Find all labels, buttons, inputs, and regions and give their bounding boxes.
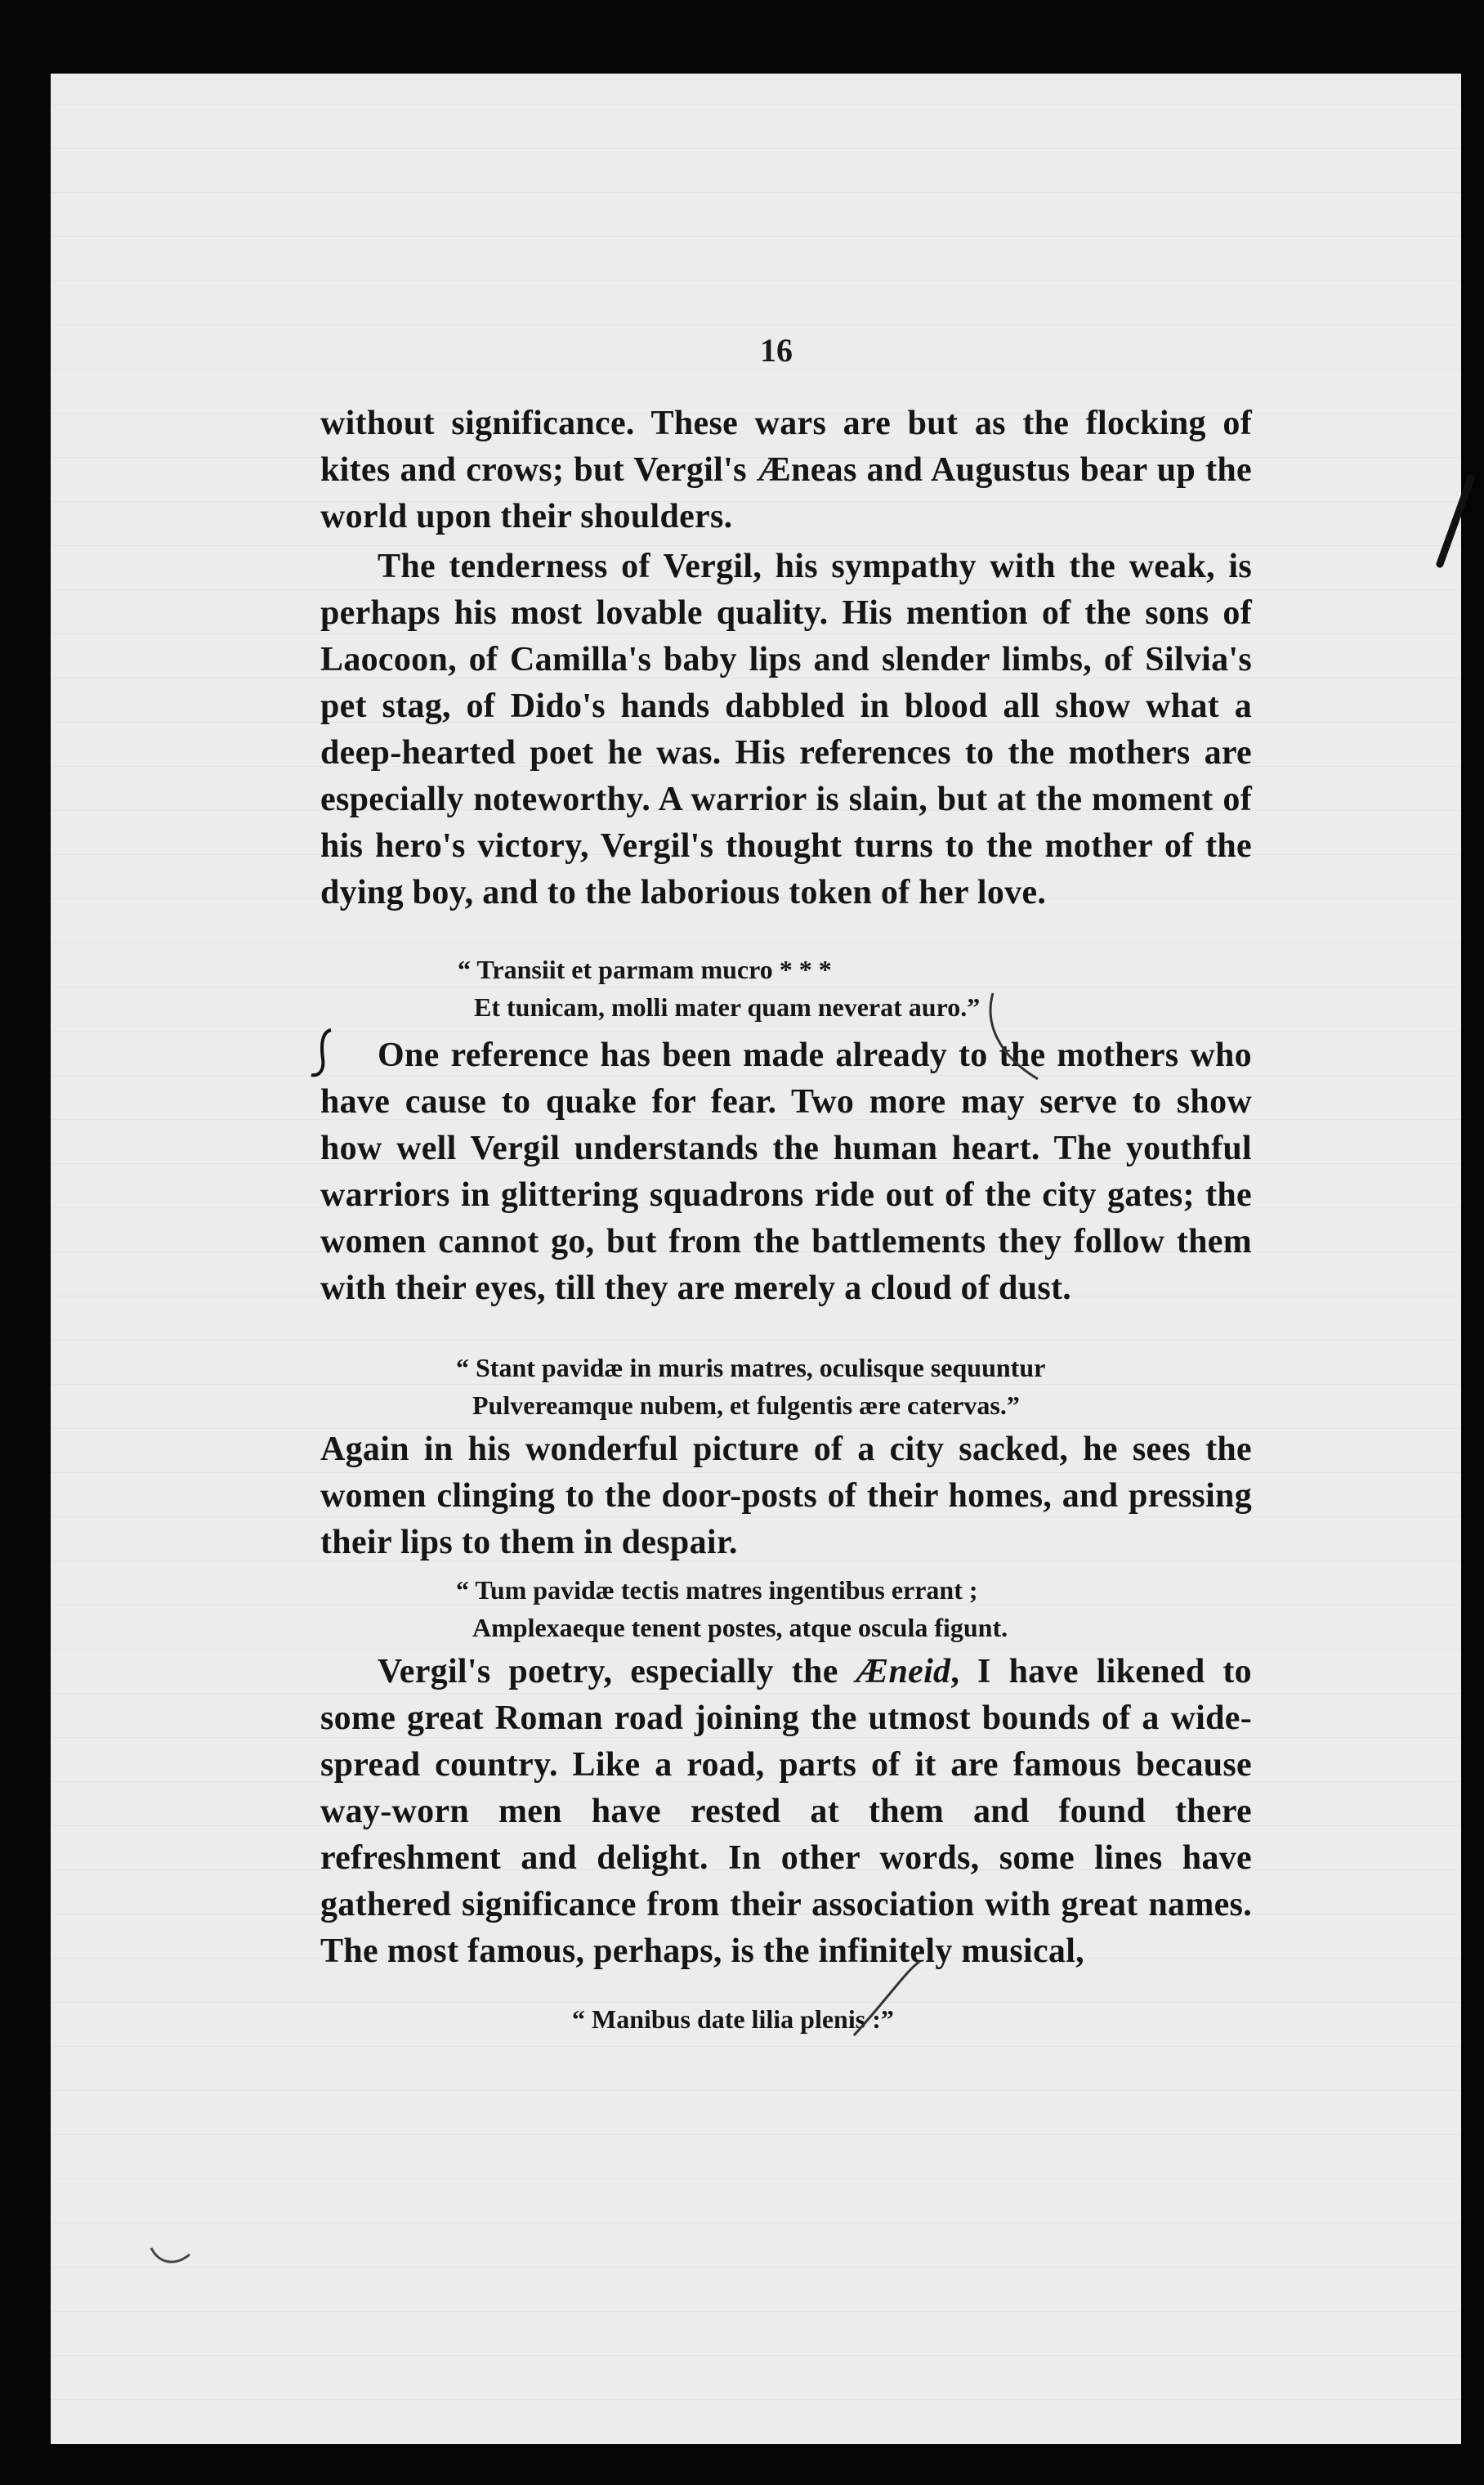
quote-1-line-1: “ Transiit et parmam mucro * * * xyxy=(458,955,832,984)
paragraph-1 xyxy=(320,401,1252,540)
quote-4 xyxy=(572,2000,894,2038)
quote-1 xyxy=(458,951,980,1026)
paragraph-5-text-after: , I have likened to some great Roman road joining the utmost bounds of a wide-spread country. Like a road, parts of it are famous because way-worn men have rested at them and found there refreshment and delight. In other words, some lines have gathered significance from their association with great names. The most famous, perhaps, is the infinitely musical, xyxy=(320,1653,1252,1970)
quote-2-line-1: “ Stant pavidæ in muris matres, oculisque sequuntur xyxy=(456,1353,1046,1382)
quote-3-line-1: “ Tum pavidæ tectis matres ingentibus errant ; xyxy=(456,1575,978,1605)
quote-2-line-2: Pulvereamque nubem, et fulgentis ære catervas.” xyxy=(472,1390,1020,1420)
paragraph-5-text xyxy=(320,1649,1252,1975)
quote-3 xyxy=(456,1571,1008,1646)
paragraph-2 xyxy=(320,544,1252,916)
paragraph-1-text: without significance. These wars are but as the flocking of kites and crows; but Vergil's Æneas and Augustus bear up the world upon their shoulders. xyxy=(320,405,1252,535)
page-number: 16 xyxy=(760,332,793,369)
paragraph-3 xyxy=(320,1032,1252,1312)
paragraph-5 xyxy=(320,1649,1252,1975)
paragraph-4 xyxy=(320,1426,1252,1566)
paragraph-4-text: Again in his wonderful picture of a city sacked, he sees the women clinging to the door-posts of their homes, and pressing their lips to them in despair. xyxy=(320,1431,1252,1561)
quote-2 xyxy=(456,1349,1045,1424)
paragraph-2-text: The tenderness of Vergil, his sympathy with the weak, is perhaps his most lovable quality. His mention of the sons of Laocoon, of Camilla's baby lips and slender limbs, of Silvia's pet stag, of Dido's hands dabbled in blood all show what a deep-hearted poet he was. His references to the mothers are especially noteworthy. A warrior is slain, but at the moment of his hero's victory, Vergil's thought turns to the mother of the dying boy, and to the laborious token of her love. xyxy=(320,548,1252,911)
quote-1-line-2: Et tunicam, molli mater quam neverat auro.” xyxy=(474,992,981,1022)
paragraph-5-text-before: Vergil's poetry, especially the xyxy=(378,1653,856,1690)
paragraph-3-text: One reference has been made already to the mothers who have cause to quake for fear. Two more may serve to show how well Vergil understands the human heart. The youthful warriors in glittering squadrons ride out of the city gates; the women cannot go, but from the battlements they follow them with their eyes, till they are merely a cloud of dust. xyxy=(320,1037,1252,1307)
aeneid-title: Æneid xyxy=(856,1653,951,1690)
quote-3-line-2: Amplexaeque tenent postes, atque oscula figunt. xyxy=(472,1613,1008,1642)
quote-4-line-1: “ Manibus date lilia plenis :” xyxy=(572,2004,894,2034)
